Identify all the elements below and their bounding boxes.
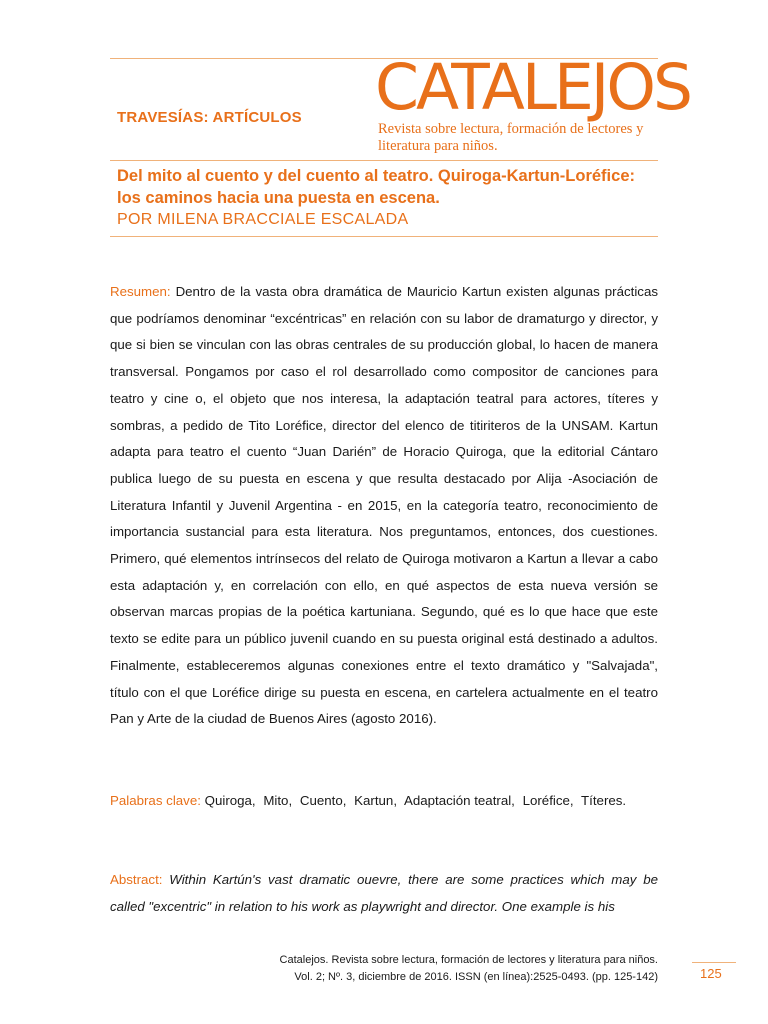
article-title: Del mito al cuento y del cuento al teatro. Quiroga-Kartun-Loréfice: los caminos hacia una puesta en escena. (117, 167, 635, 207)
keyword: Loréfice, (522, 793, 574, 808)
footer-citation-line1: Catalejos. Revista sobre lectura, formación de lectores y literatura para niños. (279, 954, 658, 966)
footer-citation-line2: Vol. 2; Nº. 3, diciembre de 2016. ISSN (en línea):2525-0493. (pp. 125-142) (294, 971, 658, 983)
keyword: Mito, (263, 793, 293, 808)
keywords-line (110, 788, 670, 814)
page-number: 125 (700, 966, 722, 981)
page-number-rule (692, 962, 736, 963)
keyword: Cuento, (299, 793, 347, 808)
abstract-label: Abstract: (110, 872, 163, 887)
logo-wordmark: CATALEJOS (375, 51, 690, 124)
article-author: POR MILENA BRACCIALE ESCALADA (117, 211, 409, 228)
section-label: TRAVESÍAS: ARTÍCULOS (117, 109, 302, 126)
journal-logo (375, 51, 690, 160)
abstract-text: Within Kartún's vast dramatic ouevre, there are some practices which may be called "excentric" in relation to his work as playwright and director. One example is his (110, 872, 658, 914)
keyword: Quiroga, (204, 793, 256, 808)
keyword: Kartun, (354, 793, 398, 808)
resumen-text: Dentro de la vasta obra dramática de Mauricio Kartun existen algunas prácticas que podríamos denominar “excéntricas” en relación con su labor de dramaturgo y director, y que si bien se vinculan con las obras centrales de su producción global, lo hacen de manera transversal. Pongamos por caso el rol desarrollado como compositor de canciones para teatro y cine o, el objeto que nos interesa, la adaptación teatral para actores, títeres y sombras, a pedido de Tito Loréfice, director del elenco de titiriteros de la UNSAM. Kartun adapta para teatro el cuento “Juan Darién” de Horacio Quiroga, que la editorial Cántaro publica luego de su puesta en escena y que resulta destacado por Alija -Asociación de Literatura Infantil y Juvenil Argentina - en 2015, en la categoría teatro, reconocimiento de importancia sustancial para esta literatura. Nos preguntamos, entonces, dos cuestiones. Primero, qué elementos intrínsecos del relato de Quiroga motivaron a Kartun a llevar a cabo esta adaptación y, en correlación con ello, en qué aspectos de esta nueva versión se observan marcas propias de la poética kartuniana. Segundo, qué es lo que hace que este texto se edite para un público juvenil cuando en su puesta original está destinado a adultos. Finalmente, estableceremos algunas conexiones entre el texto dramático y "Salvajada", título con el que Loréfice dirige su puesta en escena, en cartelera actualmente en el teatro Pan y Arte de la ciudad de Buenos Aires (agosto 2016). (110, 284, 658, 727)
resumen-label: Resumen: (110, 284, 171, 299)
keyword: Adaptación teatral, (403, 793, 515, 808)
keyword: Títeres. (581, 793, 627, 808)
logo-subtitle: Revista sobre lectura, formación de lectores y literatura para niños. (378, 121, 644, 154)
abstract-paragraph (110, 867, 658, 920)
page-footer (138, 952, 658, 986)
header-rule (110, 160, 658, 161)
keywords-label: Palabras clave: (110, 793, 201, 808)
title-rule (110, 236, 658, 237)
resumen-paragraph (110, 279, 658, 733)
